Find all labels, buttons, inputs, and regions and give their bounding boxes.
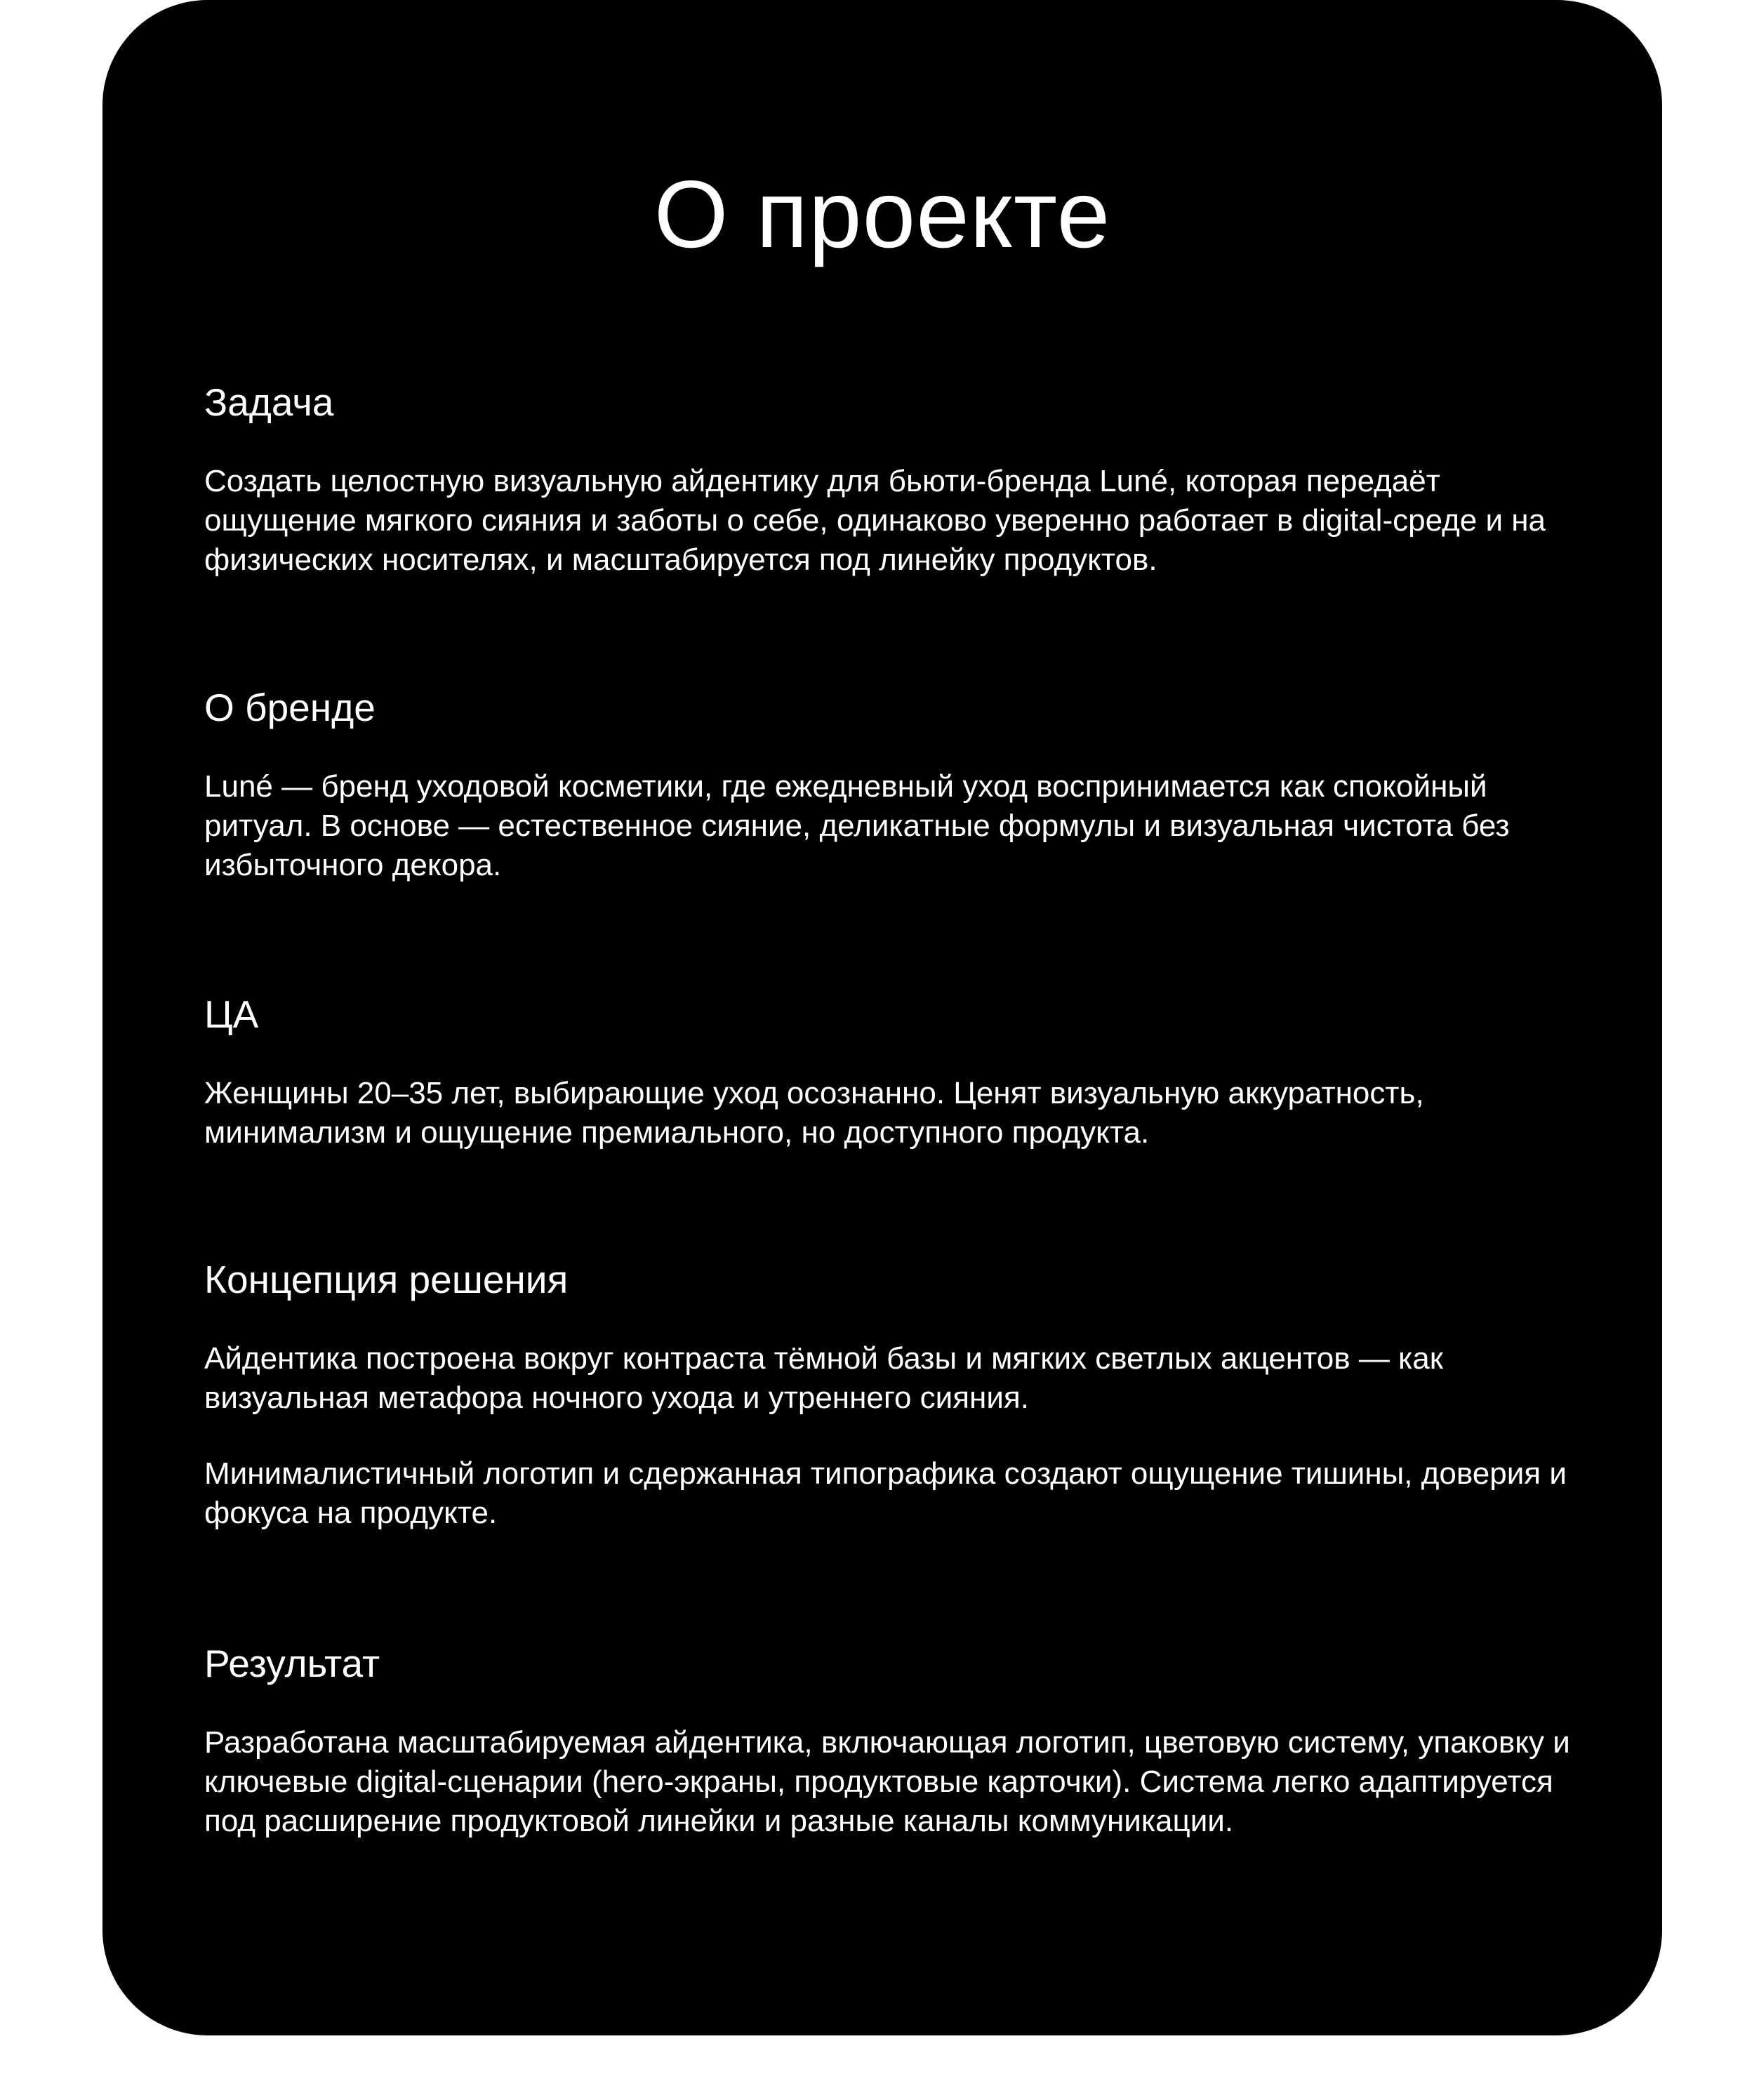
section-heading: Результат <box>204 1642 380 1685</box>
section-concept <box>204 1255 1594 1533</box>
section-about-brand <box>204 683 1594 885</box>
page-title: О проекте <box>653 161 1111 267</box>
section-heading: Концепция решения <box>204 1258 569 1301</box>
section-heading: О бренде <box>204 686 376 729</box>
section-result <box>204 1639 1594 1841</box>
section-audience <box>204 990 1594 1152</box>
section-paragraph: Создать целостную визуальную айдентику для бьюти-бренда Luné, которая передаёт ощущение мягкого сияния и заботы о себе, одинаково уверенно работает в digital-среде и на физических носителях, и масштабируется под линейку продуктов. <box>204 464 1546 577</box>
section-heading: Задача <box>204 380 334 424</box>
section-paragraph: Разработана масштабируемая айдентика, включающая логотип, цветовую систему, упаковку и ключевые digital-сценарии (hero-экраны, продуктовые карточки). Система легко адаптируется под расширение продуктовой линейки и разные каналы коммуникации. <box>204 1725 1570 1838</box>
section-task <box>204 378 1594 580</box>
section-paragraph: Женщины 20–35 лет, выбирающие уход осознанно. Ценят визуальную аккуратность, минимализм и ощущение премиального, но доступного продукта. <box>204 1076 1424 1150</box>
section-paragraph: Минималистичный логотип и сдержанная типографика создают ощущение тишины, доверия и фокуса на продукте. <box>204 1456 1567 1530</box>
section-heading: ЦА <box>204 992 259 1036</box>
project-card <box>102 0 1662 2035</box>
section-paragraph: Luné — бренд уходовой косметики, где ежедневный уход воспринимается как спокойный ритуал. В основе — естественное сияние, деликатные формулы и визуальная чистота без избыточного декора. <box>204 769 1510 882</box>
section-paragraph: Айдентика построена вокруг контраста тёмной базы и мягких светлых акцентов — как визуальная метафора ночного ухода и утреннего сияния. <box>204 1341 1443 1415</box>
